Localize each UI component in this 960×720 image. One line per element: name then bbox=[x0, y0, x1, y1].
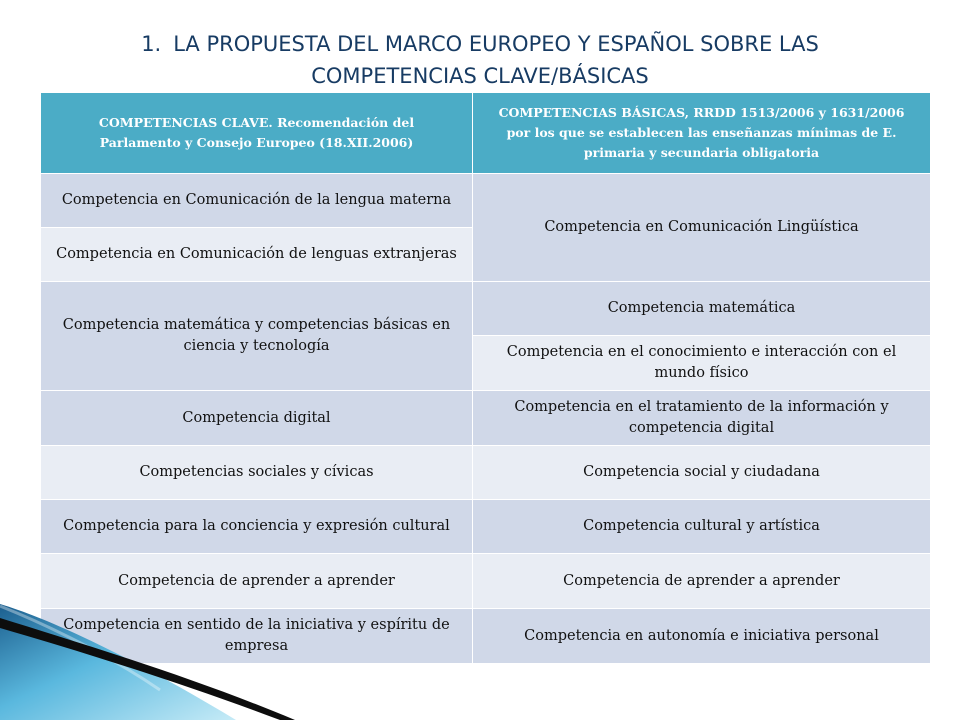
cell-right: Competencia social y ciudadana bbox=[473, 446, 931, 500]
cell-left: Competencia digital bbox=[41, 391, 473, 446]
header-competencias-basicas: COMPETENCIAS BÁSICAS, RRDD 1513/2006 y 1631/2006 por los que se establecen las enseñanzas mínimas de E. primaria y secundaria obligatoria bbox=[473, 93, 931, 174]
table-row bbox=[41, 500, 931, 554]
title-number: 1. bbox=[141, 32, 162, 56]
table-row bbox=[41, 282, 931, 336]
page-title bbox=[90, 28, 870, 92]
cell-left: Competencia en sentido de la iniciativa y espíritu de empresa bbox=[41, 609, 473, 664]
title-line-1 bbox=[90, 28, 870, 60]
title-line-2: COMPETENCIAS CLAVE/BÁSICAS bbox=[311, 64, 649, 88]
cell-left: Competencia de aprender a aprender bbox=[41, 554, 473, 609]
table-row bbox=[41, 174, 931, 228]
cell-right: Competencia en autonomía e iniciativa personal bbox=[473, 609, 931, 664]
table-header-row bbox=[41, 93, 931, 174]
decorative-swoosh bbox=[0, 560, 330, 720]
swoosh-graphic bbox=[0, 560, 330, 720]
cell-right: Competencia en Comunicación Lingüística bbox=[473, 174, 931, 282]
cell-left: Competencia matemática y competencias básicas en ciencia y tecnología bbox=[41, 282, 473, 391]
cell-right: Competencia matemática bbox=[473, 282, 931, 336]
cell-right: Competencia cultural y artística bbox=[473, 500, 931, 554]
cell-left: Competencia en Comunicación de la lengua materna bbox=[41, 174, 473, 228]
cell-left: Competencias sociales y cívicas bbox=[41, 446, 473, 500]
cell-left: Competencia en Comunicación de lenguas extranjeras bbox=[41, 228, 473, 282]
table-row bbox=[41, 391, 931, 446]
cell-right: Competencia en el tratamiento de la información y competencia digital bbox=[473, 391, 931, 446]
cell-right: Competencia en el conocimiento e interacción con el mundo físico bbox=[473, 336, 931, 391]
cell-right: Competencia de aprender a aprender bbox=[473, 554, 931, 609]
cell-left: Competencia para la conciencia y expresión cultural bbox=[41, 500, 473, 554]
title-line-1-text: LA PROPUESTA DEL MARCO EUROPEO Y ESPAÑOL SOBRE LAS bbox=[173, 32, 819, 56]
header-competencias-clave: COMPETENCIAS CLAVE. Recomendación del Parlamento y Consejo Europeo (18.XII.2006) bbox=[41, 93, 473, 174]
table-row bbox=[41, 446, 931, 500]
